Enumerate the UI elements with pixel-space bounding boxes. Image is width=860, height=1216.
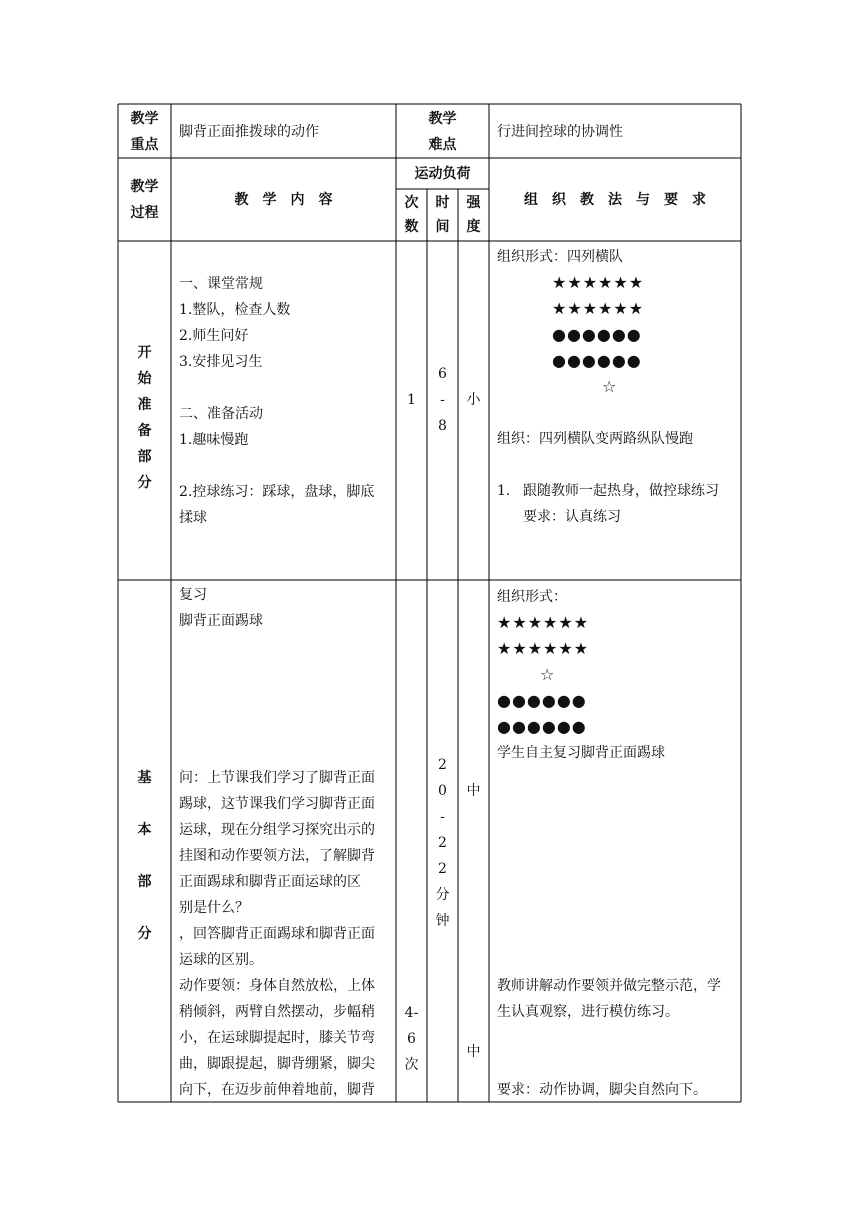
section2-self-review: 学生自主复习脚背正面踢球: [497, 745, 665, 761]
section2-duration: 2 0 - 2 2 分 钟: [435, 757, 450, 929]
formation-row-stars: ★★★★★★: [497, 613, 590, 632]
content-line: 正面踢球和脚背正面运球的区: [179, 874, 361, 890]
section1-name: 开 始 准 备 部 分: [137, 345, 152, 491]
content-line: 揉球: [179, 510, 207, 526]
section1-times: 1: [407, 392, 416, 408]
difficulty-label-line1: 教学: [428, 111, 457, 127]
section2-intensity-2: 中: [466, 1044, 481, 1060]
content-line: [179, 453, 374, 479]
section1-req-num: 1.: [497, 483, 511, 499]
content-line: 脚背正面踢球: [179, 613, 263, 629]
content-line: 运球，现在分组学习探究出示的: [179, 822, 375, 838]
section2-teacher-line1: 教师讲解动作要领并做完整示范，学: [497, 978, 721, 994]
section1-duration: 6 - 8: [438, 366, 447, 434]
content-line: 1.趣味慢跑: [179, 432, 249, 448]
content-line: ，回答脚背正面踢球和脚背正面: [179, 926, 375, 942]
teacher-star-icon: ☆: [540, 665, 556, 684]
teacher-star-icon: ☆: [602, 377, 618, 396]
load-col-intensity-2: 度: [466, 219, 481, 235]
section2-teacher-line2: 生认真观察，进行模仿练习。: [497, 1004, 679, 1020]
process-label-line1: 教学: [130, 179, 159, 195]
section2-times: 4- 6 次: [404, 1005, 419, 1073]
section2-name: 基 本 部 分: [137, 770, 152, 942]
content-line: 2.控球练习：踩球，盘球，脚底: [179, 484, 375, 500]
key-value: 脚背正面推拨球的动作: [179, 124, 319, 140]
section1-content: [179, 271, 374, 531]
section1-req-item: 跟随教师一起热身，做控球练习: [523, 483, 719, 499]
content-line: 别是什么？: [179, 900, 249, 916]
section2-intensity-1: 中: [466, 783, 481, 799]
section2-requirement: 要求：动作协调，脚尖自然向下。: [497, 1082, 707, 1098]
load-col-times-1: 次: [404, 195, 419, 211]
content-line: 运球的区别。: [179, 952, 263, 968]
section1-org2: 组织：四列横队变两路纵队慢跑: [497, 431, 693, 447]
key-label-line1: 教学: [130, 111, 159, 127]
section1-org-form: 组织形式：四列横队: [497, 249, 623, 265]
section1-intensity: 小: [466, 392, 481, 408]
section2-content-top: [179, 582, 263, 634]
process-label-line2: 过程: [130, 205, 159, 221]
content-line: 踢球，这节课我们学习脚背正面: [179, 796, 375, 812]
content-line: 1.整队，检查人数: [179, 302, 291, 318]
content-line: 一、课堂常规: [179, 276, 263, 292]
load-col-times-2: 数: [404, 219, 419, 235]
method-title: 组 织 教 法 与 要 求: [524, 192, 706, 208]
content-line: 问：上节课我们学习了脚背正面: [179, 770, 375, 786]
key-label-line2: 重点: [130, 137, 159, 153]
formation-row-dots: ●●●●●●: [552, 325, 642, 344]
content-line: 复习: [179, 587, 207, 603]
difficulty-label-line2: 难点: [428, 137, 457, 153]
formation-row-dots: ●●●●●●: [497, 717, 587, 736]
content-line: 小，在运球脚提起时，膝关节弯: [179, 1030, 375, 1046]
section2-content-main: [179, 765, 375, 1103]
load-col-time-2: 间: [435, 219, 450, 235]
load-title: 运动负荷: [414, 166, 471, 182]
content-line: 曲，脚跟提起，脚背绷紧，脚尖: [179, 1056, 375, 1072]
content-line: 稍倾斜，两臂自然摆动，步幅稍: [179, 1004, 375, 1020]
section1-req-sub: 要求：认真练习: [523, 509, 621, 525]
content-line: 3.安排见习生: [179, 354, 263, 370]
content-line: 挂图和动作要领方法，了解脚背: [179, 848, 375, 864]
content-line: 2.师生问好: [179, 328, 249, 344]
formation-row-dots: ●●●●●●: [552, 351, 642, 370]
section2-org-form: 组织形式：: [497, 589, 567, 605]
content-line: 动作要领：身体自然放松，上体: [179, 978, 375, 994]
content-line: [179, 375, 374, 401]
load-col-time-1: 时: [435, 195, 450, 211]
content-title: 教 学 内 容: [234, 192, 333, 208]
load-col-intensity-1: 强: [466, 195, 481, 211]
content-line: 向下，在迈步前伸着地前，脚背: [179, 1082, 375, 1098]
formation-row-stars: ★★★★★★: [552, 273, 645, 292]
content-line: 二、准备活动: [179, 406, 263, 422]
difficulty-value: 行进间控球的协调性: [497, 124, 623, 140]
formation-row-stars: ★★★★★★: [552, 299, 645, 318]
formation-row-stars: ★★★★★★: [497, 639, 590, 658]
formation-row-dots: ●●●●●●: [497, 691, 587, 710]
